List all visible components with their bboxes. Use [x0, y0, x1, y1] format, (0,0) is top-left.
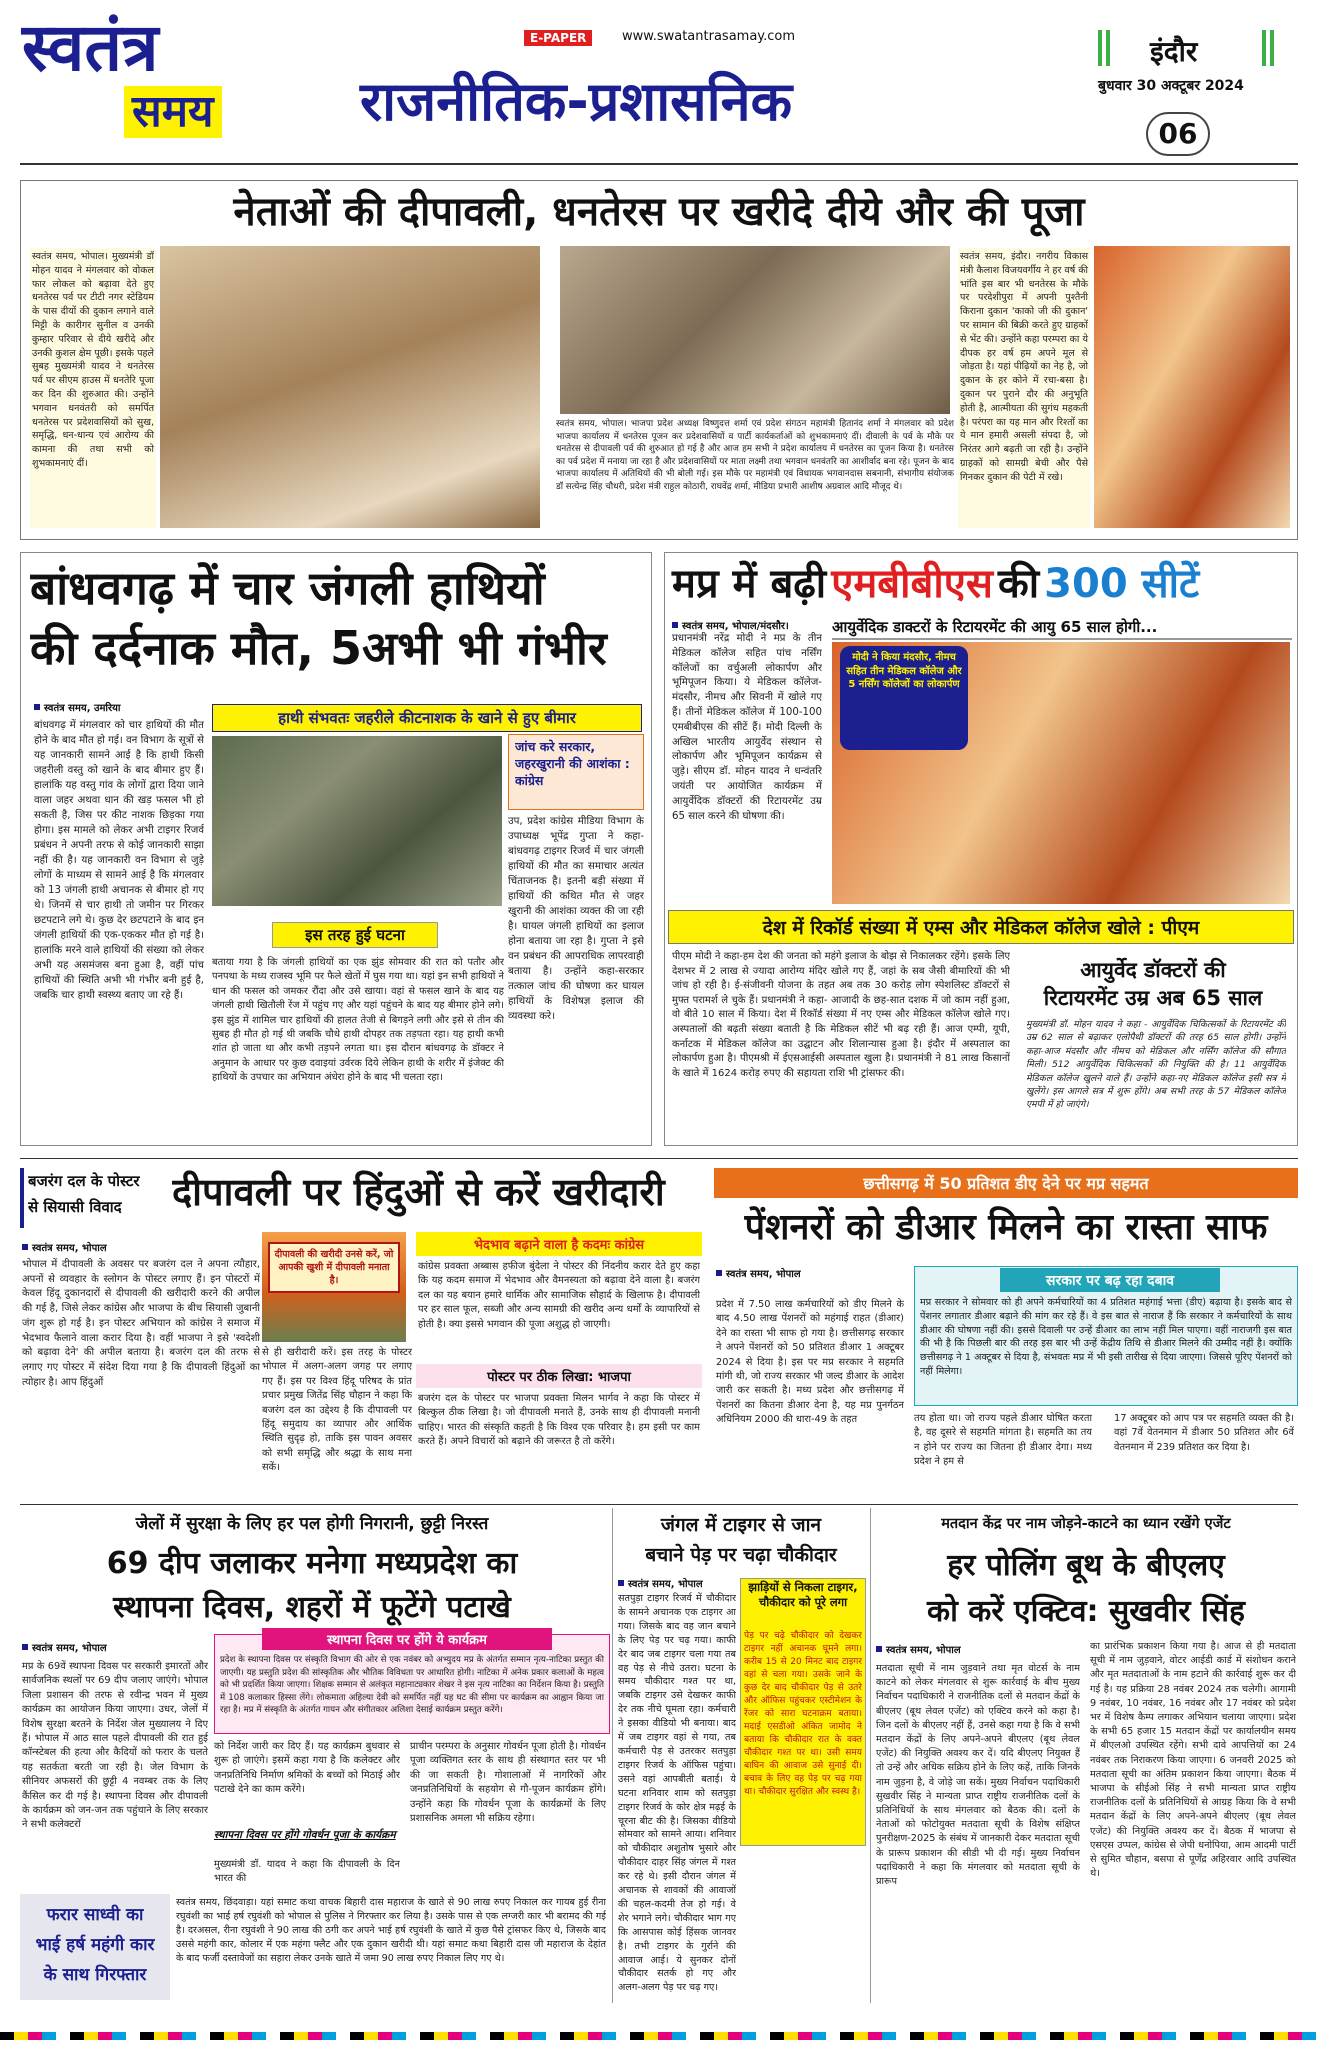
epaper-badge: E-PAPER — [524, 30, 592, 46]
logo-line1: स्वतंत्र — [22, 9, 159, 86]
pm-speech-text: पीएम मोदी ने कहा-हम देश की जनता को महंगे इलाज के बोझ से निकालकर रहेंगे। इसके लिए देशभर में 2 लाख से ज्यादा आरोग्य मंदिर खोले गए हैं, जहां के सब जैसी बीमारियों की भी जांच हो रही है। ई-संजीवनी योजना के तहत अब तक 30 करोड़ लोग स्पेशलिस्ट डॉक्टरों से मुफ्त परामर्श ले चुके हैं। प्रधानमंत्री ने कहा- आजादी के छह-सात दशक में जो काम नहीं हुआ, वो बीते 10 साल में किया। देश में रिकॉर्ड संख्या में नए एम्स और मेडिकल कॉलेज खोले गए। अस्पतालों की बढ़ती संख्या बताती है कि मेडिकल सीटें भी बढ़ रही हैं। आज एम्पी, यूपी, कर्नाटक में मेडिकल कॉलेज का उद्घाटन और शिलान्यास हुआ है। इंदौर में अस्पताल का लोकार्पण हुआ है। पीएमश्री में ईएसआईसी अस्पताल खुला है। प्रधानमंत्री ने 81 लाख किसानों के खाते में 1624 करोड़ रुपए की सहायता राशि भी ट्रांसफर की। — [672, 951, 1010, 1079]
byline-square-icon — [34, 704, 40, 710]
pm-record-banner: देश में रिकॉर्ड संख्या में एम्स और मेडिकल कॉलेज खोले : पीएम — [668, 910, 1294, 944]
cm-buying-diyas-photo — [160, 246, 540, 528]
bjp-poster-text: बजरंग दल के पोस्टर पर भाजपा प्रवक्ता मिलन भार्गव ने कहा कि पोस्टर में बिल्कुल ठीक लिखा है। जो दीपावली मनाते हैं, उनके साथ ही दीपावली मनानी चाहिए। भारत की संस्कृति कहती है कि विश्व एक परिवार है। हम इसी पर काम करते हैं। अपने विचारों को बढ़ाने की जरूरत है तो करेंगे। — [418, 1393, 700, 1448]
bajrang-tag-line1: बजरंग दल के पोस्टर — [28, 1172, 140, 1190]
sthapana-left-text: मप्र के 69वें स्थापना दिवस पर सरकारी इमारतों और सार्वजनिक स्थलों पर 69 दीप जलाए जाएंगे। भोपाल जिला प्रशासन की तरफ से रवीन्द्र भवन में मुख्य कार्यक्रम का आयोजन किया जाएगा। उधर, जेलों में विशेष सुरक्षा बरतने के निर्देश जेल मुख्यालय ने दिए हैं। भोपाल में आठ साल पहले दीपावली की रात हुई कॉन्स्टेबल की हत्या और कैदियों को फरार के चलते यह सतर्कता बरती जा रही है। जेल विभाग के सीनियर अफसरों की छुट्टी 4 नवम्बर तक के लिए कैंसिल कर दी गई है। स्थापना दिवस और दीपावली के कार्यक्रम को जन-जन तक पहुंचाने के लिए सरकार ने सभी कलेक्टरों — [22, 1661, 208, 1831]
congress-probe-tag — [508, 734, 644, 810]
poll-headline-1: हर पोलिंग बूथ के बीएलए — [947, 1548, 1225, 1583]
byline-text: स्वतंत्र समय, भोपाल — [32, 1243, 107, 1254]
mbbs-left-text: प्रधानमंत्री नरेंद्र मोदी ने मप्र के तीन मेडिकल कॉलेज सहित पांच नर्सिंग कॉलेजों का वर्चुअली लोकार्पण और भूमिपूजन किया। ये मेडिकल कॉलेज-मंदसौर, नीमच और सिवनी में खोले गए हैं। तीनों मेडिकल कॉलेज में 100-100 एमबीबीएस की सीटें हैं। मोदी दिल्ली के अखिल भारतीय आयुर्वेद संस्थान से लोकार्पण और भूमिपूजन कार्यक्रम से जुड़े। सीएम डॉ. मोहन यादव ने धन्वंतरि जयंती पर आयोजित कार्यक्रम में आयुर्वेदिक डॉक्टरों की रिटायरमेंट उम्र 65 साल करने की घोषणा की। — [672, 633, 822, 822]
mbbs-byline — [672, 618, 822, 632]
website-link[interactable]: www.swatantrasamay.com — [622, 29, 796, 44]
city-name: इंदौर — [1150, 35, 1198, 68]
byline-text: स्वतंत्र समय, भोपाल — [628, 1579, 703, 1590]
byline-text: स्वतंत्र समय, भोपाल/मंदसौर। — [682, 621, 789, 632]
elephant-bottom-text: बताया गया है कि जंगली हाथियों का एक झुंड सोमवार की रात को पतौर और पनपथा के मध्य राजस्व भूमि पर फैले खेतों में घुस गया था। यहां इन सभी हाथियों ने धान की फसल को जमकर रौंदा और उसे खाया। वहां से फसल खाने के बाद यह जंगली हाथी खितौली रेंज में पहुंच गए और यहां पहुंचने के बाद यह बीमार होने लगे। इस झुंड में शामिल चार हाथियों की हालत तेजी से बिगड़ने लगी और इसे से तीन की सुबह ही मौत हो गई थी जबकि चौथे हाथी दोपहर तक तड़पता रहा। यह हाथी कभी शांत हो जाता था और कभी तड़पने लगता था। इस दौरान बांधवगढ़ के डॉक्टर ने अनुमान के आधार पर कुछ दवाइयां उर्वरक दिये लेकिन हाथी के शरीर में इंजेक्ट की हाथियों के उपचार का अभियान अंधेरा होने के बाद भी चलता रहा। — [212, 957, 504, 1084]
poll-right-text: का प्रारंभिक प्रकाशन किया गया है। आज से ही मतदाता सूची में नाम जुड़वाने, वोटर आईडी कार्ड में संशोधन कराने और मृत मतदाताओं के नाम हटाने की कार्रवाई शुरू कर दी गई है। यह प्रक्रिया 28 नवंबर 2024 तक चलेगी। आगामी 9 नवंबर, 10 नवंबर, 16 नवंबर और 17 नवंबर को प्रदेश भर में विशेष कैम्प लगाकर अभियान चलाया जाएगा। प्रदेश के सभी 65 हजार 15 मतदान केंद्रों पर कार्यालयीन समय में बीएलओ उपस्थित रहेंगे। सभी दावे आपत्तियों का 24 नवंबर तक निराकरण किया जाएगा। 6 जनवरी 2025 को मतदाता सूची का अंतिम प्रकाशन किया जाएगा। बैठक में भाजपा के सीईओ सिंह ने सभी मान्यता प्राप्त राष्ट्रीय राजनीतिक दलों के प्रतिनिधियों से आग्रह किया कि वे सभी मतदान केंद्रों के लिए अपने-अपने बीएलए (बूथ लेवल एजेंट) की नियुक्ति अवश्य कर दें। बैठक में भाजपा से एसएस उप्पल, कांग्रेस से जेपी धनोपिया, आम आदमी पार्टी से सुमित चौहान, बसपा से पूर्णेंद्र अहिरवार आदि उपस्थित थे। — [1090, 1641, 1296, 1880]
bjp-puja-caption: स्वतंत्र समय, भोपाल। भाजपा प्रदेश अध्यक्ष विष्णुदत्त शर्मा एवं प्रदेश संगठन महामंत्री हितानंद शर्मा ने मंगलवार को प्रदेश भाजपा कार्यालय में धनतेरस पूजन कर प्रदेशवासियों व पार्टी कार्यकर्ताओं को शुभकामनाएं दीं। दीवाली के पर्व के मौके पर धनतेरस से दीपावली पर्व की शुरुआत हो गई है और आज हम सभी ने प्रदेश कार्यालय में धनतेरस का पूजन किया है। धनतेरस का पर्व प्रदेश में मनाया जा रहा है और प्रदेशवासियों पर माता लक्ष्मी तथा भगवान धनवंतरि का आशीर्वाद बना रहे। पूजन के बाद भाजपा कार्यालय में अतिथियों की भी बोली गई। इस मौके पर महामंत्री एवं विधायक भगवानदास सबनानी, संभागीय संयोजक डॉ सत्येन्द्र सिंह चौधरी, प्रदेश मंत्री राहुल कोठारी, राघवेंद्र शर्मा, मीडिया प्रभारी आशीष अग्रवाल आदि मौजूद थे। — [556, 419, 954, 492]
govt-pressure-text: मप्र सरकार ने सोमवार को ही अपने कर्मचारियों का 4 प्रतिशत महंगाई भत्ता (डीए) बढ़ाया है। इसके बाद से पेंशनर लगातार डीआर बढ़ाने की मांग कर रहे हैं। वे इस बात से नाराज हैं कि सरकार ने कर्मचारियों के साथ डीआर की घोषणा नहीं की। इससे दिवाली पर उन्हें डीआर का लाभ नहीं मिल पाएगा। वहीं नाराजगी इस बात की भी है कि पिछली बार की तरह इस बार भी उन्हें केंद्रीय तिथि से डीआर मिलने की उम्मीद नहीं है। क्योंकि छत्तीसगढ़ ने 1 अक्टूबर से दिया है, संभवतः मप्र में भी इसी तारीख से दिया जाएगा। जिससे पूरिए पेंशनरों को नहीं मिलेगा। — [920, 1297, 1292, 1377]
sthapana-program-banner: स्थापना दिवस पर होंगे ये कार्यक्रम — [262, 1628, 552, 1650]
pension-top-banner: छत्तीसगढ़ में 50 प्रतिशत डीए देने पर मप्र सहमत — [714, 1168, 1298, 1198]
mbbs-headline-part3: की — [997, 561, 1040, 607]
sadhvi-text: स्वतंत्र समय, छिंदवाड़ा। यहां समाट कथा वाचक बिहारी दास महाराज के खाते से 90 लाख रुपए निकाल कर गायब हुई रीना रघुवंशी का भाई हर्ष रघुवंशी को भोपाल से पुलिस ने गिरफ्तार कर लिया है। उसके पास से एक लग्जरी कार भी बरामद की गई है। दरअसल, रीना रघुवंशी ने 90 लाख की ठगी कर अपने भाई हर्ष रघुवंशी के खाते में कुछ पैसे ट्रांसफर किए थे, जिसके बाद उससे महंगी कार, कोलार में एक महंगा फ्लैट और एक दुकान खरीदी थी। यहां समाट कथा बिहारी दास जी महाराज के देहांत के बाद फर्जी दस्तावेजों का सहारा लेकर उनके खाते में जमा 90 लाख रुपए निकाल लिए गए थे। — [176, 1897, 606, 1964]
bajrang-left-text: भोपाल में दीपावली के अवसर पर बजरंग दल ने अपना त्यौहार, अपनों से व्यवहार के स्लोगन के पोस्टर लगाए हैं। इन पोस्टरों में केवल हिंदू दुकानदारों से दीपावली की खरीदारी करने की अपील की गई है, जिसे लेकर कांग्रेस और भाजपा के बीच सियासी जुबानी जंग शुरू हो गई है। इन पोस्टर अभियान को कांग्रेस ने समाज में भेदभाव फैलाने वाला करार दिया है। वहीं भाजपा ने इसे 'स्वदेशी को बढ़ावा देने' की अपील बताया है। बजरंग दल की तरफ से लगाए गए पोस्टर में संदेश दिया गया है कि दीपावली हिंदुओं का त्योहार है। आप हिंदुओं — [22, 1259, 260, 1388]
mbbs-headline-part1: मप्र में बढ़ी — [672, 561, 827, 607]
elephant-headline-2: की दर्दनाक मौत, 5अभी भी गंभीर — [30, 621, 607, 675]
bajrang-byline — [22, 1240, 222, 1254]
congress-probe-text: जांच करे सरकार, जहरखुरानी की आशंका : कांग्रेस — [515, 739, 630, 788]
bajrang-poster-text: दीपावली की खरीदी उनसे करें, जो आपकी खुशी में दीपावली मनाता है। — [268, 1242, 400, 1293]
elephant-congress-text: उप, प्रदेश कांग्रेस मीडिया विभाग के उपाध्यक्ष भूपेंद्र गुप्ता ने कहा-बांधवगढ़ टाइगर रिजर्व में चार जंगली हाथियों की मौत का समाचार अत्यंत चिंताजनक है। इतनी बड़ी संख्या में हाथियों की कथित मौत से जहर खुरानी की आशंका व्यक्त की जा रही है। घायल जंगली हाथियों का इलाज होना बताया जा रहा है। गुप्ता ने इसे वन प्रबंधन की आपराधिक लापरवाही बताया है। उन्होंने कहा-सरकार तत्काल जांच की घोषणा कर घायल हाथियों के विशेषज्ञ इलाज की व्यवस्था करे। — [508, 816, 644, 1022]
congress-discrimination-banner: भेदभाव बढ़ाने वाला है कदमः कांग्रेस — [416, 1232, 702, 1256]
sthapana-mid-text2: मुख्यमंत्री डॉ. यादव ने कहा कि दीपावली के दिन भारत की — [214, 1859, 400, 1885]
sadhvi-headline-2: भाई हर्ष महंगी कार — [35, 1935, 155, 1955]
congress-discrimination-text: कांग्रेस प्रवक्ता अब्बास हफीज बुंदेला ने पोस्टर की निंदनीय करार देते हुए कहा कि यह कदम समाज में भेदभाव और वैमनस्यता को बढ़ावा देने वाला है। बजरंग दल का यह बयान हमारे धार्मिक और सामाजिक सौहार्द के खिलाफ है। दीपावली पर हर साल फूल, सब्जी और अन्य सामग्री की खरीद अन्य धर्मों के व्यापारियों से होती है। क्या इससे भगवान की पूजा अशुद्ध हो जाएगी। — [418, 1261, 700, 1330]
pension-headline: पेंशनरों को डीआर मिलने का रास्ता साफ — [744, 1207, 1268, 1248]
sthapana-byline — [22, 1640, 202, 1654]
bajrang-headline: दीपावली पर हिंदुओं से करें खरीदारी — [172, 1170, 665, 1214]
diwali-right-text: स्वतंत्र समय, इंदौर। नगरीय विकास मंत्री कैलाश विजयवर्गीय ने हर वर्ष की भांति इस बार भी धनतेरस के मौके पर परदेशीपुरा में अपनी पुश्तैनी किराना दुकान 'काको जी की दुकान' पर सामान की बिक्री करते हुए ग्राहकों से भेंट की। उन्होंने कहा परम्परा का ये दीपक हर वर्ष हम अपने मूल से जोड़ता है। यहां पीढ़ियों का नेह है, जो दुकान के हर कोने में रचा-बसा है। दुकान पर पुराने दौर की अनुभूति होती है, आत्मीयता की सुगंध महकती है। परंपरा का यह मान और रिश्तों का ये मान हमारी असली संपदा है, जो निरंतर आगे बढ़ती जा रही है। उन्होंने ग्राहकों को सामग्री बेची और पैसे गिनकर दुकान की पेटी में रखे। — [958, 248, 1090, 528]
poll-kicker: मतदान केंद्र पर नाम जोड़ने-काटने का ध्यान रखेंगे एजेंट — [941, 1516, 1231, 1532]
inauguration-photo-tag-text: मोदी ने किया मंदसौर, नीमच सहित तीन मेडिकल कॉलेज और 5 नर्सिंग कॉलेजों का लोकार्पण — [846, 652, 962, 690]
elephant-headline-1: बांधवगढ़ में चार जंगली हाथियों — [30, 561, 545, 615]
poll-headline-2: को करें एक्टिव: सुखवीर सिंह — [927, 1594, 1245, 1629]
color-registration-strip — [0, 2032, 1318, 2040]
masthead — [0, 0, 1318, 165]
ayur-retirement-subhead: आयुर्वेदिक डाक्टरों के रिटायरमेंट की आयु 65 साल होगी... — [832, 616, 1292, 640]
sthapana-program-text: प्रदेश के स्थापना दिवस पर संस्कृति विभाग की ओर से एक नवंबर को अभ्युदय मप्र के अंतर्गत सम्मान नृत्य-नाटिका प्रस्तुत की जाएगी। यह प्रस्तुति प्रदेश की सांस्कृतिक और भौतिक विविधता पर आधारित होगी। नाटिका में अनेक प्रकार कलाओं के महत्व को भी प्रदर्शित किया जाएगा। शिक्षक सम्मान से अलंकृत महानाट्यकार शेखर ने इस नृत्य नाटिका का निर्देशन किया है। प्रस्तुति में 108 कलाकार हिस्सा लेंगे। लोकमाता अहिल्या देवी को समर्पित नहीं यह घट की सीमा पर कार्यक्रम का आह्वान किया जा रहा है। मप्र में संस्कृति के अंतर्गत गायन और संगीतकार अलिशा देसाई कार्यक्रम प्रस्तुत करेंगे। — [220, 1655, 604, 1716]
sadhvi-headline-1: फरार साध्वी का — [46, 1905, 144, 1925]
ayur-head-2: रिटायरमेंट उम्र अब 65 साल — [1043, 986, 1263, 1010]
diwali-left-text: स्वतंत्र समय, भोपाल। मुख्यमंत्री डॉ मोहन यादव ने मंगलवार को वोकल फार लोकल को बढ़ावा देते हुए धनतेरस पर्व पर टीटी नगर स्टेडियम के पास दीयों की दुकान लगाने वाले मिट्टी के कारीगर सुनील व उनकी कुम्हार परिवार से दीये खरीदे और उनकी कुशल क्षेम पूछी। इसके पहले सुबह मुख्यमंत्री यादव ने धनतेरस पर्व पर सीएम हाउस में धनतेरि पूजा कर दिन की शुरुआत की। उन्होंने भगवान धनवंतरी को समर्पित धनतेरस पर प्रदेशवासियों को सुख, समृद्धि, धन-धान्य एवं आरोग्य की कामना की तथा सभी को शुभकामनाएं दीं। — [30, 248, 156, 528]
byline-square-icon — [716, 1270, 722, 1276]
tiger-headline-1: जंगल में टाइगर से जान — [660, 1514, 822, 1536]
tiger-byline — [618, 1576, 748, 1590]
diwali-headline: नेताओं की दीपावली, धनतेरस पर खरीदे दीये और की पूजा — [233, 189, 1085, 235]
logo-line2: समय — [124, 86, 222, 138]
inauguration-photo-tag — [840, 646, 968, 750]
sthapana-kicker: जेलों में सुरक्षा के लिए हर पल होगी निगरानी, छुट्टी निरस्त — [135, 1514, 489, 1534]
sthapana-headline-1: 69 दीप जलाकर मनेगा मध्यप्रदेश का — [106, 1546, 518, 1581]
green-bars-right — [1262, 30, 1274, 66]
pension-left-text: प्रदेश में 7.50 लाख कर्मचारियों को डीए मिलने के बाद 4.50 लाख पेंशनरों को महंगाई राहत (डीआर) देने का रास्ता भी साफ हो गया है। छत्तीसगढ़ सरकार ने अपने पेंशनरों को 50 प्रतिशत डीआर 1 अक्टूबर 2024 से दिया है। इस पर मप्र सरकार ने सहमति मांगी थी, जो राज्य सरकार भी जल्द डीआर के आदेश जारी कर सकती है। मध्य प्रदेश और छत्तीसगढ़ में पेंशनरों का कितना डीआर देना है, यह मप्र पुनर्गठन अधिनियम 2000 की धारा-49 के तहत — [716, 1299, 904, 1426]
logo — [22, 9, 282, 152]
byline-square-icon — [22, 1244, 28, 1250]
poll-left-text: मतदाता सूची में नाम जुड़वाने तथा मृत वोटर्स के नाम काटने को लेकर मंगलवार से शुरू कार्रवाई के बीच मुख्य निर्वाचन पदाधिकारी ने राजनीतिक दलों से मतदान केंद्रों के बीएलए (बूथ लेवल एजेंट) को एक्टिव करने को कहा है। जिन दलों के बीएलए नहीं हैं, उनसे कहा गया है कि वे सभी मतदान केंद्रों के लिए अपने-अपने बीएलए (बूथ लेवल एजेंट) की नियुक्ति अवश्य कर दें। यदि बीएलए नियुक्त हैं तो उन्हें और अधिक सक्रिय होने के लिए कहें, ताकि जिनके नाम जुड़ना है, वे जोड़े जा सकें। मुख्य निर्वाचन पदाधिकारी सुखवीर सिंह ने मान्यता प्राप्त राष्ट्रीय राजनीतिक दलों के प्रतिनिधियों के साथ मंगलवार को बैठक की। दलों के नेताओं को फोटोयुक्त मतदाता सूची के विशेष संक्षिप्त पुनरीक्षण-2025 के संबंध में जानकारी देकर मतदाता सूची के प्रारूप प्रकाशन की सीडी भी दी गई। मुख्य निर्वाचन पदाधिकारी ने कहा कि मंगलवार को मतदाता सूची के प्रारूप — [876, 1663, 1080, 1888]
tiger-headline-2: बचाने पेड़ पर चढ़ा चौकीदार — [645, 1544, 837, 1566]
byline-square-icon — [672, 622, 678, 628]
ayur-text: मुख्यमंत्री डॉ. मोहन यादव ने कहा - आयुर्वेदिक चिकित्सकों के रिटायरमेंट की उम्र 62 साल से बढ़ाकर एलोपैथी डॉक्टरों की तरह 65 साल होगी। उन्होंने कहा-आज मंदसौर और नीमच को मेडिकल और नर्सिंग कॉलेज की सौगात मिली। 512 आयुर्वेदिक चिकित्सकों की नियुक्ति की है। 11 आयुर्वेदिक मेडिकल कॉलेज खुलने वाले हैं। उन्होंने कहा-नए मेडिकल कॉलेज इसी सत्र में खुलेंगे। इस आगले सत्र में शुरू होंगे। अब सभी तरह के 57 मेडिकल कॉलेज एमपी में हो जाएंगे। — [1026, 1019, 1286, 1111]
bajrang-poster-photo — [262, 1232, 406, 1342]
mbbs-headline-part2: एमबीबीएस — [831, 561, 993, 607]
byline-square-icon — [618, 1580, 624, 1586]
byline-text: स्वतंत्र समय, उमरिया — [44, 703, 121, 714]
ayur-head-1: आयुर्वेद डॉक्टरों की — [1080, 958, 1226, 982]
sadhvi-headline-box — [20, 1894, 170, 2000]
bajrang-tag-line2: से सियासी विवाद — [28, 1198, 122, 1216]
bajrang-tag — [20, 1168, 170, 1228]
govt-pressure-banner: सरकार पर बढ़ रहा दबाव — [1000, 1268, 1220, 1292]
how-it-happened-banner: इस तरह हुई घटना — [272, 922, 438, 948]
pension-mid-text: तय होता था। जो राज्य पहले डीआर घोषित करता है, वह दूसरे से सहमति मांगता है। सहमति का तय न होने पर राज्य का जितना ही डीआर देगा। मध्य प्रदेश ने हम से — [914, 1413, 1092, 1468]
tiger-text: सतपुड़ा टाइगर रिजर्व में चौकीदार के सामने अचानक एक टाइगर आ गया। जिसके बाद वह जान बचाने के लिए पेड़ पर चढ़ गया। काफी देर बाद जब टाइगर चला गया तब वह पेड़ से नीचे उतरा। घटना के समय चौकीदार गश्त पर था, जबकि टाइगर उसे देखकर काफी देर तक नीचे घूमता रहा। कर्मचारी ने इसका वीडियो भी बनाया। बाद में जब टाइगर वहां से गया, तब कर्मचारी पेड़ से उतरकर सतपुड़ा टाइगर रिजर्व के ऑफिस पहुंचा। उसने वहां आपबीती बताई। ये घटना शनिवार शाम को सतपुड़ा टाइगर रिजर्व के कोर क्षेत्र मढ़ई के चूरना बीट की है। जिसका वीडियो सोमवार को सामने आया। शनिवार को चौकीदार अशुतोष भुसारे और चौकीदार दाहर सिंह जंगल में गश्त कर रहे थे। इसी दौरान जंगल में अचानक से शावकों की आवाजों की चहल-कदमी तेज हो गई। वे शेर भगाने लगे। चौकीदार भाग गए कि आसपास कोई हिंसक जानवर है। तभी टाइगर के गुर्राने की आवाज आई। ये सुनकर दोनों चौकीदार सतर्क हो गए और अलग-अलग पेड़ पर चढ़ गए। — [618, 1593, 736, 1994]
elephant-byline — [34, 700, 174, 714]
tiger-box-text: पेड़ पर चढ़े चौकीदार को देखकर टाइगर नहीं अचानक घूमने लगा। करीब 15 से 20 मिनट बाद टाइगर वहां से चला गया। उसके जाने के कुछ देर बाद चौकीदार पेड़ से उतरे और ऑफिस पहुंचकर एस्टीमेशन के रेंजर को सारा घटनाक्रम बताया। मदाई एसडीओ अंकित जामोद ने बताया कि चौकीदार रात के वक्त चौकीदार गश्त पर था। उसी समय बाघिन की आवाज उसे सुनाई दी। बचाव के लिए वह पेड़ पर चढ़ गया था। चौकीदार सुरक्षित और स्वस्थ है। — [744, 1631, 862, 1797]
elephant-left-text: बांधवगढ़ में मंगलवार को चार हाथियों की मौत होने के बाद मौत हो गई। वन विभाग के सूत्रों से यह जानकारी सामने आई है कि हाथी किसी जहरीली वस्तु को खाने के बाद बीमार हुए हैं। हालांकि यह वस्तु गांव के लोगों द्वारा दिया जाने वाला जहर अथवा धान की खड़ फसल भी हो सकती है, जिस पर कीट नाशक छिड़का गया होगा। इस मामले को लेकर अभी टाइगर रिजर्व प्रबंधन ने अपनी तरफ से कोई जानकारी साझा नहीं की है। यह जानकारी वन विभाग से जुड़े लोगों के माध्यम से सामने आई है कि मंगलवार को 13 जंगली हाथी अचानक से बीमार हो गए थे। जिनमें से चार हाथी तो जमीन पर गिरकर छटपटाने लगे थे। कुछ देर छटपटाने के बाद इन जंगली हाथियों की एक-एककर मौत हो गई है। हालांकि मरने वाले हाथियों की संख्या को लेकर अभी यह असमंजस बना हुआ है, वहीं पांच हाथियों की स्थिति अभी भी गंभीर बनी हुई है, जबकि चार हाथी स्वस्थ्य बताए जा रहे हैं। — [34, 720, 204, 1001]
pension-byline — [716, 1266, 936, 1280]
byline-square-icon — [22, 1644, 28, 1650]
byline-square-icon — [876, 1646, 882, 1652]
pension-right-text: 17 अक्टूबर को आप पत्र पर सहमति व्यक्त की है। वहां 7वें वेतनमान में डीआर 50 प्रतिशत और 6वें वेतनमान में 239 प्रतिशत कर दिया है। — [1114, 1413, 1294, 1453]
byline-text: स्वतंत्र समय, भोपाल — [32, 1643, 107, 1654]
tiger-box-head: झाड़ियों से निकला टाइगर, चौकीदार को पूरे लगा — [748, 1580, 858, 1609]
sthapana-mid-text: को निर्देश जारी कर दिए हैं। यह कार्यक्रम बुधवार से शुरू हो जाएंगे। इसमें कहा गया है कि कलेक्टर और जनप्रतिनिधि निर्माण श्रमिकों के बच्चों को मिठाई और पटाखे देने का काम करेंगे। — [214, 1741, 400, 1796]
sthapana-right-text: प्राचीन परम्परा के अनुसार गोवर्धन पूजा होती है। गोवर्धन पूजा व्यक्तिगत स्तर के साथ ही संस्थागत स्तर पर भी की जा सकती है। गोशालाओं में नागरिकों और जनप्रतिनिधियों के सहयोग से गौ-पूजन कार्यक्रम होंगे। उन्होंने कहा कि गोवर्धन पूजा के कार्यक्रमों के लिए प्रशासनिक अमला भी सक्रिय रहेगा। — [410, 1741, 606, 1825]
tiger-bottom-continuation — [740, 1850, 866, 2000]
mbbs-headline-part4: 300 सीटें — [1044, 561, 1200, 607]
section-title: राजनीतिक-प्रशासनिक — [360, 70, 793, 133]
bajrang-mid-text: से ही खरीदारी करें। इस तरह के पोस्टर भोपाल में अलग-अलग जगह पर लगाए गए हैं। इस पर विश्व हिंदू परिषद के प्रांत प्रचार प्रमुख जितेंद्र सिंह चौहान ने कहा कि बजरंग दल का उद्देश्य है कि दीपावली पर हिंदू समुदाय का व्यापार और आर्थिक स्थिति सुदृढ़ हो, ताकि इस पावन अवसर को सभी समृद्धि और श्रद्धा के साथ मना सकें। — [262, 1347, 412, 1474]
mbbs-headline — [672, 556, 1296, 612]
page-number: 06 — [1146, 112, 1210, 156]
byline-text: स्वतंत्र समय, भोपाल — [886, 1645, 961, 1656]
sthapana-headline-2: स्थापना दिवस, शहरों में फूटेंगे पटाखे — [113, 1590, 511, 1625]
elephant-poison-banner: हाथी संभवतः जहरीले कीटनाशक के खाने से हुए बीमार — [212, 704, 642, 732]
bjp-poster-banner: पोस्टर पर ठीक लिखा: भाजपा — [416, 1364, 702, 1388]
govardhan-subhead: स्थापना दिवस पर होंगे गोवर्धन पूजा के कार्यक्रम — [214, 1829, 396, 1841]
green-bars-left — [1098, 30, 1110, 66]
dead-elephant-photo — [212, 736, 502, 906]
byline-text: स्वतंत्र समय, भोपाल — [726, 1269, 801, 1280]
poll-byline — [876, 1642, 1076, 1656]
issue-date: बुधवार 30 अक्टूबर 2024 — [1098, 78, 1244, 94]
sadhvi-headline-3: के साथ गिरफ्तार — [43, 1965, 147, 1985]
bjp-office-puja-photo — [560, 246, 950, 414]
vijayvargiya-shop-photo — [1094, 246, 1290, 528]
